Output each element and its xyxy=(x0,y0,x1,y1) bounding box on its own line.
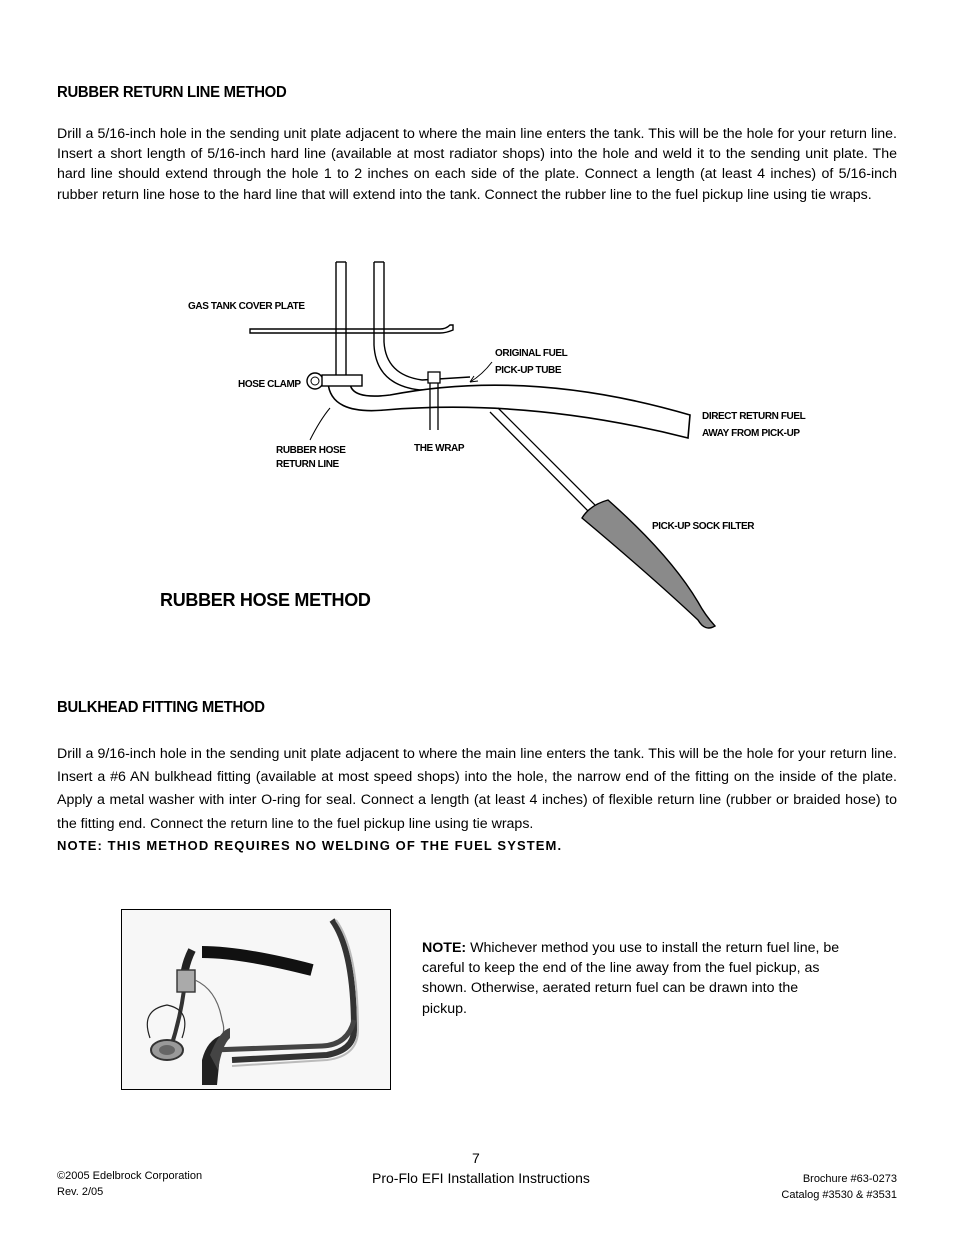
rubber-hose xyxy=(328,382,690,438)
pickup-rod xyxy=(490,408,600,515)
label-rubber-hose-2: RETURN LINE xyxy=(276,459,339,470)
original-pickup-tube xyxy=(374,262,422,390)
rubber-hose-diagram xyxy=(150,250,806,640)
hose-clamp-band xyxy=(322,375,362,386)
label-original-fuel-1: ORIGINAL FUEL xyxy=(495,348,568,359)
label-hose-clamp: HOSE CLAMP xyxy=(238,379,301,390)
footer-revision: Rev. 2/05 xyxy=(57,1186,104,1198)
section-paragraph-bulkhead: Drill a 9/16-inch hole in the sending unit plate adjacent to where the main line enters the tank. This will be the hole for your return line. Insert a #6 AN bulkhead fitting (available at most speed shops) into the hole, the narrow end of the fitting on the inside of the plate. Apply a metal washer with inter O-ring for seal. Connect a length (at least 4 inches) of flexible return line (rubber or braided hose) to the fitting end. Connect the return line to the fuel pickup line using tie wraps. xyxy=(57,746,897,832)
footer-copyright: ©2005 Edelbrock Corporation xyxy=(57,1170,203,1182)
section-heading-rubber-return: RUBBER RETURN LINE METHOD xyxy=(57,84,287,101)
left-hard-line xyxy=(336,262,346,375)
footer-brochure: Brochure #63-0273 xyxy=(802,1173,897,1185)
label-sock-filter: PICK-UP SOCK FILTER xyxy=(652,521,755,532)
section-heading-bulkhead: BULKHEAD FITTING METHOD xyxy=(57,699,265,716)
label-direct-return-2: AWAY FROM PICK-UP xyxy=(702,428,800,439)
label-the-wrap: THE WRAP xyxy=(414,443,465,454)
fuel-line-photo xyxy=(121,909,391,1090)
tie-wrap-head xyxy=(428,372,440,383)
welding-note: NOTE: THIS METHOD REQUIRES NO WELDING OF THE FUEL SYSTEM. xyxy=(57,838,563,853)
photo-note-label: NOTE: xyxy=(422,940,467,956)
label-direct-return-1: DIRECT RETURN FUEL xyxy=(702,411,806,422)
label-gas-tank-cover-plate: GAS TANK COVER PLATE xyxy=(188,301,305,312)
section-paragraph-rubber-return: Drill a 5/16-inch hole in the sending unit plate adjacent to where the main line enters the tank. This will be the hole for your return line. Insert a short length of 5/16-inch hard line (available at most radiator shops) into the hole and weld it to the sending unit plate. The hard line should extend through the hole 1 to 2 inches on each side of the plate. Connect a length (at least 4 inches) of 5/16-inch rubber return line hose to the hard line that will extend into the tank. Connect the rubber line to the fuel pickup line using tie wraps. xyxy=(57,126,897,203)
label-rubber-hose-1: RUBBER HOSE xyxy=(276,445,346,456)
photo-note xyxy=(422,938,842,1019)
footer-catalog: Catalog #3530 & #3531 xyxy=(781,1189,897,1201)
footer-title: Pro-Flo EFI Installation Instructions xyxy=(372,1170,590,1186)
gas-tank-cover-plate xyxy=(250,325,453,333)
photo-note-text: Whichever method you use to install the return fuel line, be careful to keep the end of the line away from the fuel pickup, as shown. Otherwise, aerated return fuel can be drawn into the pickup. xyxy=(422,940,840,1017)
page-number: 7 xyxy=(472,1150,480,1166)
label-original-fuel-2: PICK-UP TUBE xyxy=(495,365,562,376)
pickup-sock-filter xyxy=(582,500,715,628)
diagram-title: RUBBER HOSE METHOD xyxy=(160,590,371,610)
